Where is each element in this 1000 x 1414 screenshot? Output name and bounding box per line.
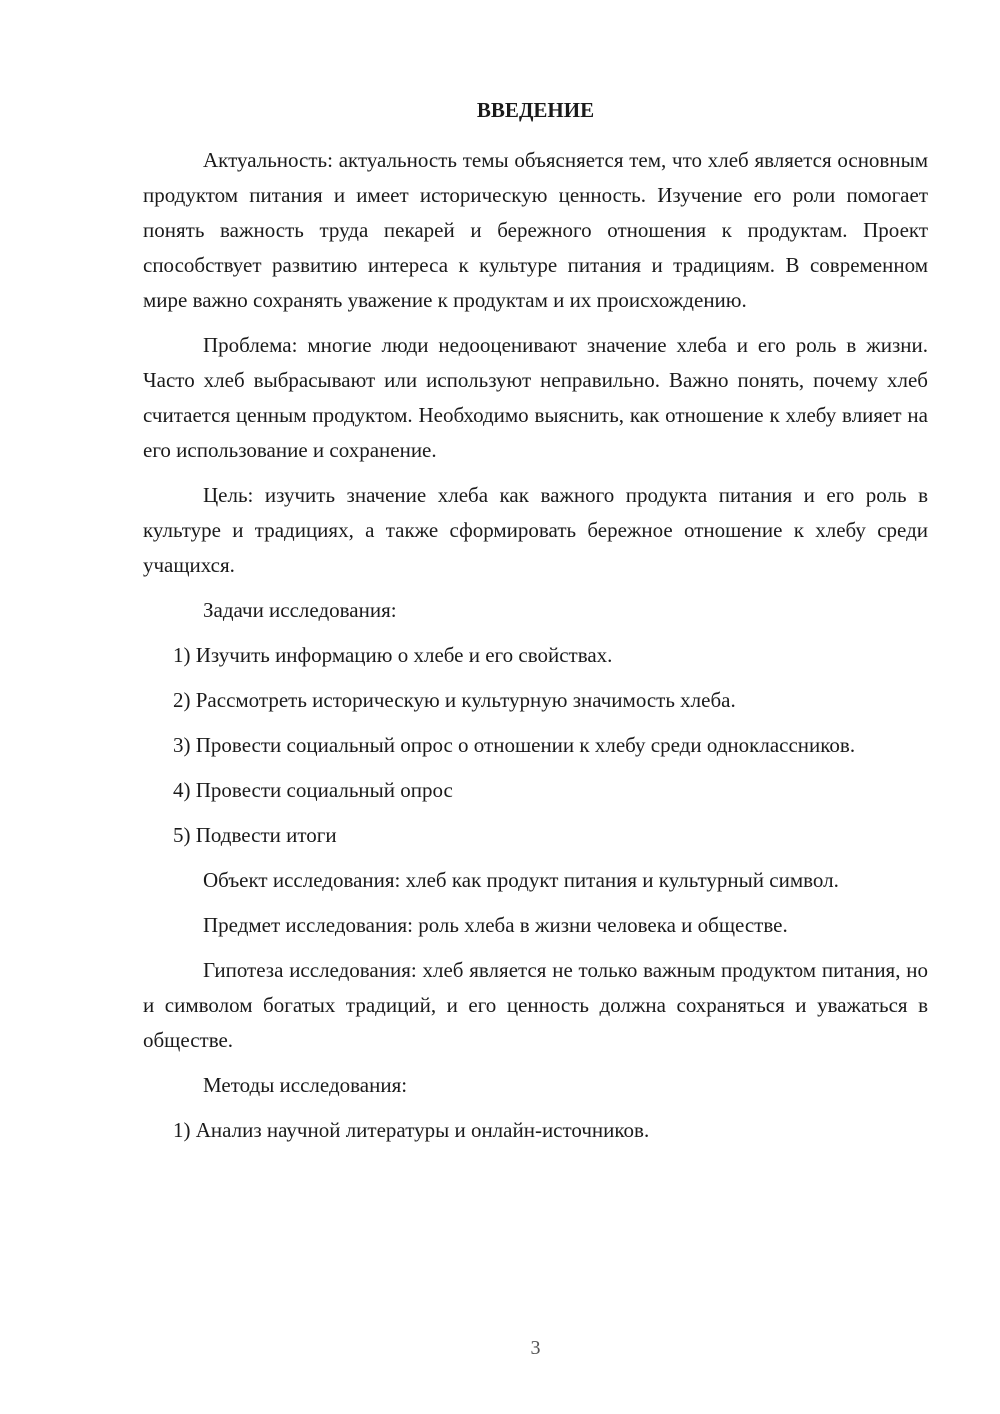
method-item: 1) Анализ научной литературы и онлайн-источников.: [173, 1118, 650, 1142]
page-number: 3: [530, 1337, 541, 1359]
problem-paragraph: Проблема: многие люди недооценивают значение хлеба и его роль в жизни. Часто хлеб выбрасывают или используют неправильно. Важно понять, почему хлеб считается ценным продуктом. Необходимо выяснить, как отношение к хлебу влияет на его использование и сохранение.: [143, 333, 928, 462]
task-item: 1) Изучить информацию о хлебе и его свойствах.: [173, 643, 613, 667]
hypothesis-paragraph: Гипотеза исследования: хлеб является не только важным продуктом питания, но и символом богатых традиций, и его ценность должна сохраняться и уважаться в обществе.: [143, 958, 928, 1052]
object-paragraph: Объект исследования: хлеб как продукт питания и культурный символ.: [203, 868, 839, 892]
section-title: ВВЕДЕНИЕ: [476, 98, 595, 122]
tasks-heading: Задачи исследования:: [203, 598, 397, 622]
task-item: 2) Рассмотреть историческую и культурную значимость хлеба.: [173, 688, 736, 712]
task-item: 4) Провести социальный опрос: [173, 778, 453, 802]
task-item: 3) Провести социальный опрос о отношении к хлебу среди одноклассников.: [173, 733, 856, 757]
task-item: 5) Подвести итоги: [173, 823, 337, 847]
relevance-paragraph: Актуальность: актуальность темы объясняется тем, что хлеб является основным продуктом питания и имеет историческую ценность. Изучение его роли помогает понять важность труда пекарей и бережного отношения к продуктам. Проект способствует развитию интереса к культуре питания и традициям. В современном мире важно сохранять уважение к продуктам и их происхождению.: [143, 148, 928, 312]
goal-paragraph: Цель: изучить значение хлеба как важного продукта питания и его роль в культуре и традициях, а также сформировать бережное отношение к хлебу среди учащихся.: [143, 483, 928, 577]
subject-paragraph: Предмет исследования: роль хлеба в жизни человека и обществе.: [203, 913, 788, 937]
document-body: [143, 143, 928, 1158]
methods-heading: Методы исследования:: [203, 1073, 408, 1097]
document-page: [143, 0, 928, 1414]
